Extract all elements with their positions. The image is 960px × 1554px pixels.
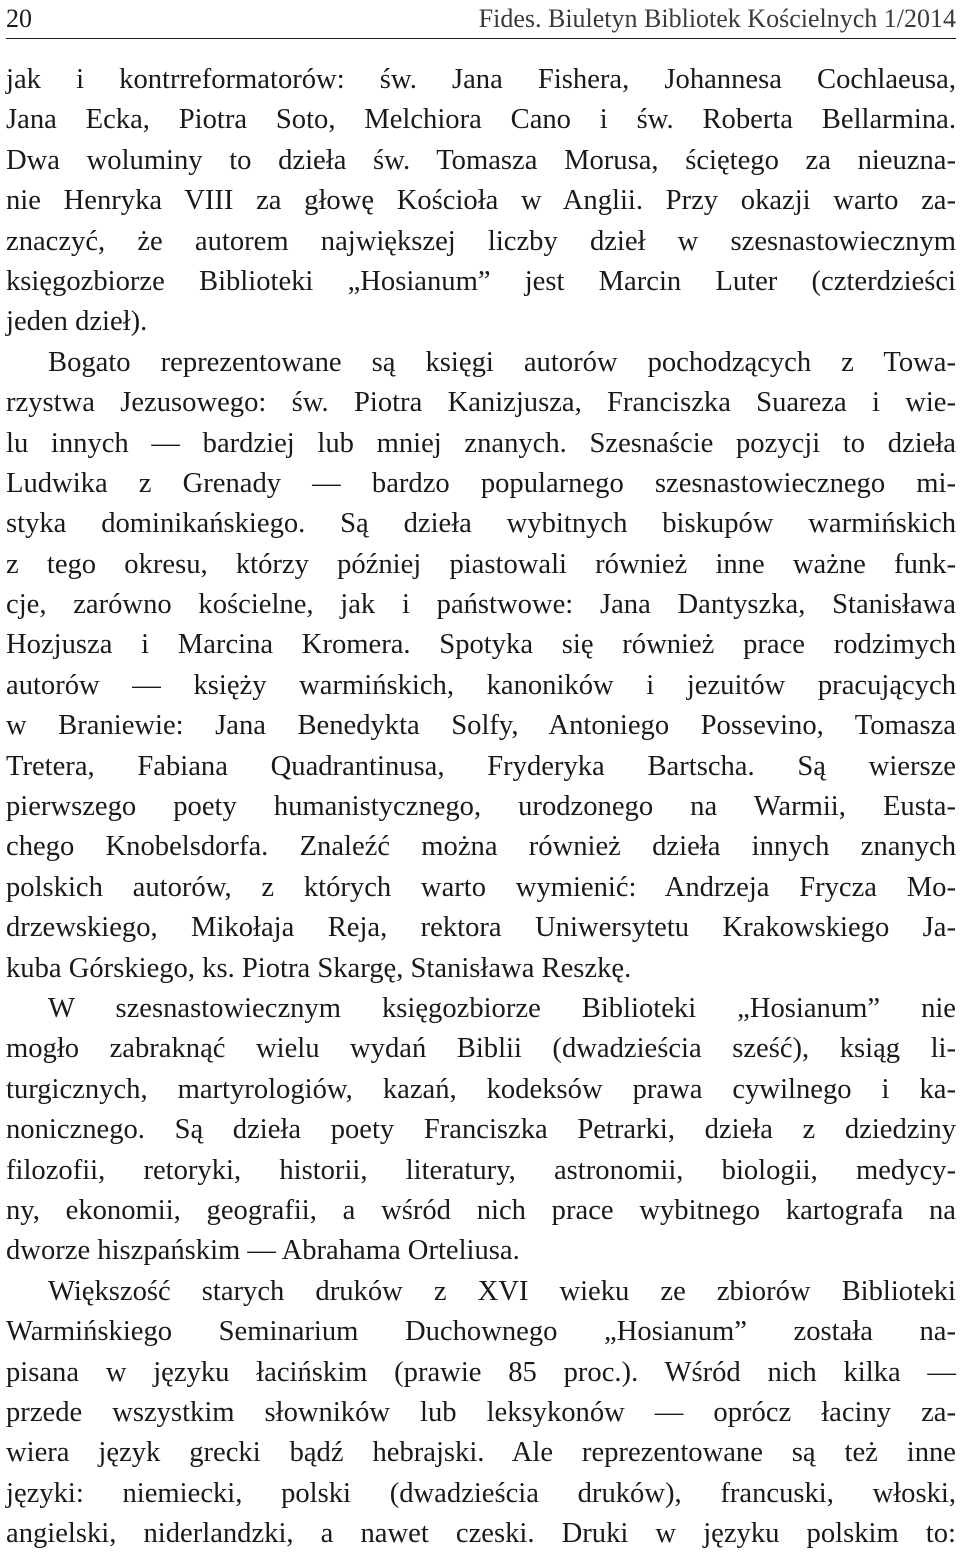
text-line: pierwszego poety humanistycznego, urodzonego na Warmii, Eusta- bbox=[6, 791, 956, 823]
text-line: cje, zarówno kościelne, jak i państwowe: Jana Dantyszka, Stanisława bbox=[6, 589, 956, 621]
text-line: księgozbiorze Biblioteki „Hosianum” jest Marcin Luter (czterdzieści bbox=[6, 265, 956, 297]
text-line: nonicznego. Są dzieła poety Franciszka Petrarki, dzieła z dziedziny bbox=[6, 1114, 956, 1146]
text-line: Warmińskiego Seminarium Duchownego „Hosianum” została na- bbox=[6, 1316, 956, 1348]
text-line: Bogato reprezentowane są księgi autorów pochodzących z Towa- bbox=[48, 346, 956, 378]
text-line: drzewskiego, Mikołaja Reja, rektora Uniwersytetu Krakowskiego Ja- bbox=[6, 912, 956, 944]
text-line: filozofii, retoryki, historii, literatury, astronomii, biologii, medycy- bbox=[6, 1154, 956, 1186]
text-line: pisana w języku łacińskim (prawie 85 proc.). Wśród nich kilka — bbox=[6, 1356, 956, 1388]
text-line: Hozjusza i Marcina Kromera. Spotyka się również prace rodzimych bbox=[6, 629, 956, 661]
text-line: angielski, niderlandzki, a nawet czeski. Druki w języku polskim to: bbox=[6, 1518, 956, 1550]
text-line: wiera język grecki bądź hebrajski. Ale reprezentowane są też inne bbox=[6, 1437, 956, 1469]
text-line: autorów — księży warmińskich, kanoników i jezuitów pracujących bbox=[6, 669, 956, 701]
text-line: ny, ekonomii, geografii, a wśród nich prace wybitnego kartografa na bbox=[6, 1194, 956, 1226]
text-line: w Braniewie: Jana Benedykta Solfy, Antoniego Possevino, Tomasza bbox=[6, 710, 956, 742]
text-line: jeden dzieł). bbox=[6, 306, 148, 338]
body-text bbox=[6, 60, 956, 1554]
text-line: styka dominikańskiego. Są dzieła wybitnych biskupów warmińskich bbox=[6, 508, 956, 540]
page-number: 20 bbox=[6, 4, 32, 33]
text-line: W szesnastowiecznym księgozbiorze Biblioteki „Hosianum” nie bbox=[48, 992, 956, 1024]
page-header bbox=[6, 2, 956, 39]
running-title: Fides. Biuletyn Bibliotek Kościelnych 1/2014 bbox=[478, 4, 956, 33]
text-line: Tretera, Fabiana Quadrantinusa, Fryderyka Bartscha. Są wiersze bbox=[6, 750, 956, 782]
text-line: polskich autorów, z których warto wymienić: Andrzeja Frycza Mo- bbox=[6, 871, 956, 903]
text-line: chego Knobelsdorfa. Znaleźć można również dzieła innych znanych bbox=[6, 831, 956, 863]
text-line: języki: niemiecki, polski (dwadzieścia druków), francuski, włoski, bbox=[6, 1477, 956, 1509]
text-line: turgicznych, martyrologiów, kazań, kodeksów prawa cywilnego i ka- bbox=[6, 1073, 956, 1105]
text-line: znaczyć, że autorem największej liczby dzieł w szesnastowiecznym bbox=[6, 225, 956, 257]
text-line: Większość starych druków z XVI wieku ze zbiorów Biblioteki bbox=[48, 1275, 956, 1307]
text-line: kuba Górskiego, ks. Piotra Skargę, Stanisława Reszkę. bbox=[6, 952, 632, 984]
text-line: przede wszystkim słowników lub leksykonów — oprócz łaciny za- bbox=[6, 1396, 956, 1428]
text-line: rzystwa Jezusowego: św. Piotra Kanizjusza, Franciszka Suareza i wie- bbox=[6, 387, 956, 419]
text-line: dworze hiszpańskim — Abrahama Orteliusa. bbox=[6, 1235, 520, 1267]
text-line: mogło zabraknąć wielu wydań Biblii (dwadzieścia sześć), ksiąg li- bbox=[6, 1033, 956, 1065]
text-line: nie Henryka VIII za głowę Kościoła w Anglii. Przy okazji warto za- bbox=[6, 185, 956, 217]
text-line: Dwa woluminy to dzieła św. Tomasza Morusa, ściętego za nieuzna- bbox=[6, 144, 956, 176]
text-line: jak i kontrreformatorów: św. Jana Fishera, Johannesa Cochlaeusa, bbox=[6, 64, 956, 95]
text-line: z tego okresu, którzy później piastowali również inne ważne funk- bbox=[6, 548, 956, 580]
text-line: lu innych — bardziej lub mniej znanych. Szesnaście pozycji to dzieła bbox=[6, 427, 956, 459]
text-line: Ludwika z Grenady — bardzo popularnego szesnastowiecznego mi- bbox=[6, 467, 956, 499]
text-line: Jana Ecka, Piotra Soto, Melchiora Cano i św. Roberta Bellarmina. bbox=[6, 104, 956, 136]
